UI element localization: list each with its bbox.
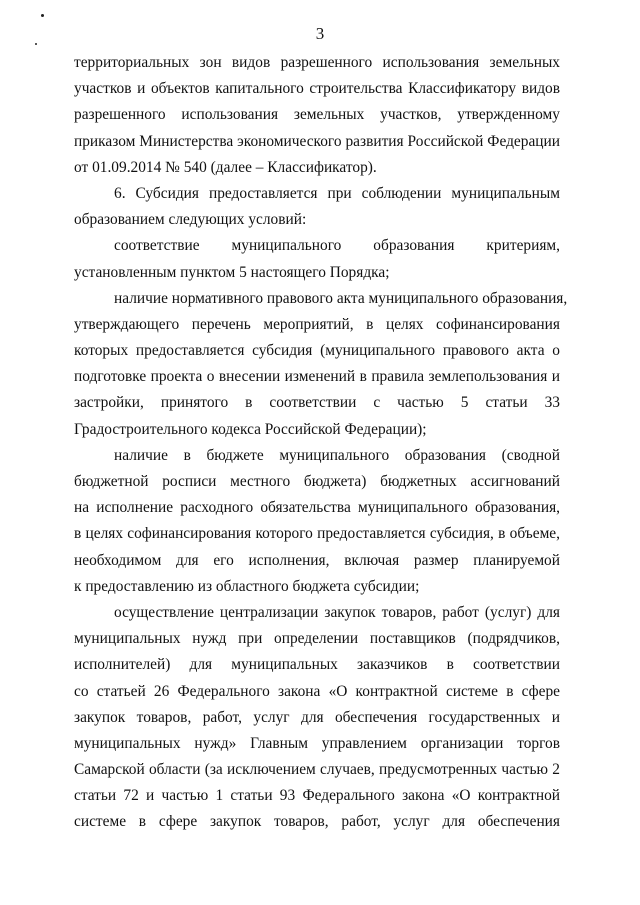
paragraph-first-line: 6. Субсидия предоставляется при соблюдении муниципальным [114,184,560,202]
text-line: установленным пунктом 5 настоящего Порядка; [74,263,390,281]
text-line: муниципальных нужд» Главным управлением организации торгов [74,734,560,752]
text-line: от 01.09.2014 № 540 (далее – Классификатор). [74,158,377,176]
paragraph-first-line: осуществление централизации закупок товаров, работ (услуг) для [114,603,560,621]
text-line: застройки, принятого в соответствии с частью 5 статьи 33 [74,394,560,412]
text-line: со статьей 26 Федерального закона «О контрактной системе в сфере [74,682,560,700]
page-number: 3 [315,24,325,43]
document-body [74,50,568,836]
text-line: утверждающего перечень мероприятий, в целях софинансирования [74,315,560,333]
text-line: необходимом для его исполнения, включая размер планируемой [74,551,560,569]
text-line: на исполнение расходного обязательства муниципального образования, [74,499,560,517]
text-line: статьи 72 и частью 1 статьи 93 Федерального закона «О контрактной [74,787,560,805]
paragraph-first-line: наличие нормативного правового акта муниципального образования, [114,289,568,307]
text-line: разрешенного использования земельных участков, утвержденному [74,106,560,124]
text-line: приказом Министерства экономического развития Российской Федерации [74,132,560,150]
text-line: подготовке проекта о внесении изменений в правила землепользования и [74,368,560,386]
text-line: системе в сфере закупок товаров, работ, услуг для обеспечения [74,813,560,831]
text-line: образованием следующих условий: [74,211,307,229]
text-line: бюджетной росписи местного бюджета) бюджетных ассигнований [74,473,560,490]
text-line: в целях софинансирования которого предоставляется субсидия, в объеме, [74,525,560,543]
paragraph-first-line: соответствие муниципального образования критериям, [114,237,560,255]
paragraph-first-line: наличие в бюджете муниципального образования (сводной [114,446,560,464]
text-line: муниципальных нужд при определении поставщиков (подрядчиков, [74,630,560,648]
text-line: которых предоставляется субсидия (муниципального правового акта о [74,342,560,360]
text-line: территориальных зон видов разрешенного использования земельных [74,54,560,71]
text-line: Градостроительного кодекса Российской Федерации); [74,420,427,438]
scan-speck [41,14,44,17]
text-line: исполнителей) для муниципальных заказчиков в соответствии [74,656,560,674]
text-line: участков и объектов капитального строительства Классификатору видов [74,80,560,98]
text-line: к предоставлению из областного бюджета субсидии; [74,577,420,595]
text-line: закупок товаров, работ, услуг для обеспечения государственных и [74,708,560,726]
text-line: Самарской области (за исключением случаев, предусмотренных частью 2 [74,761,560,779]
